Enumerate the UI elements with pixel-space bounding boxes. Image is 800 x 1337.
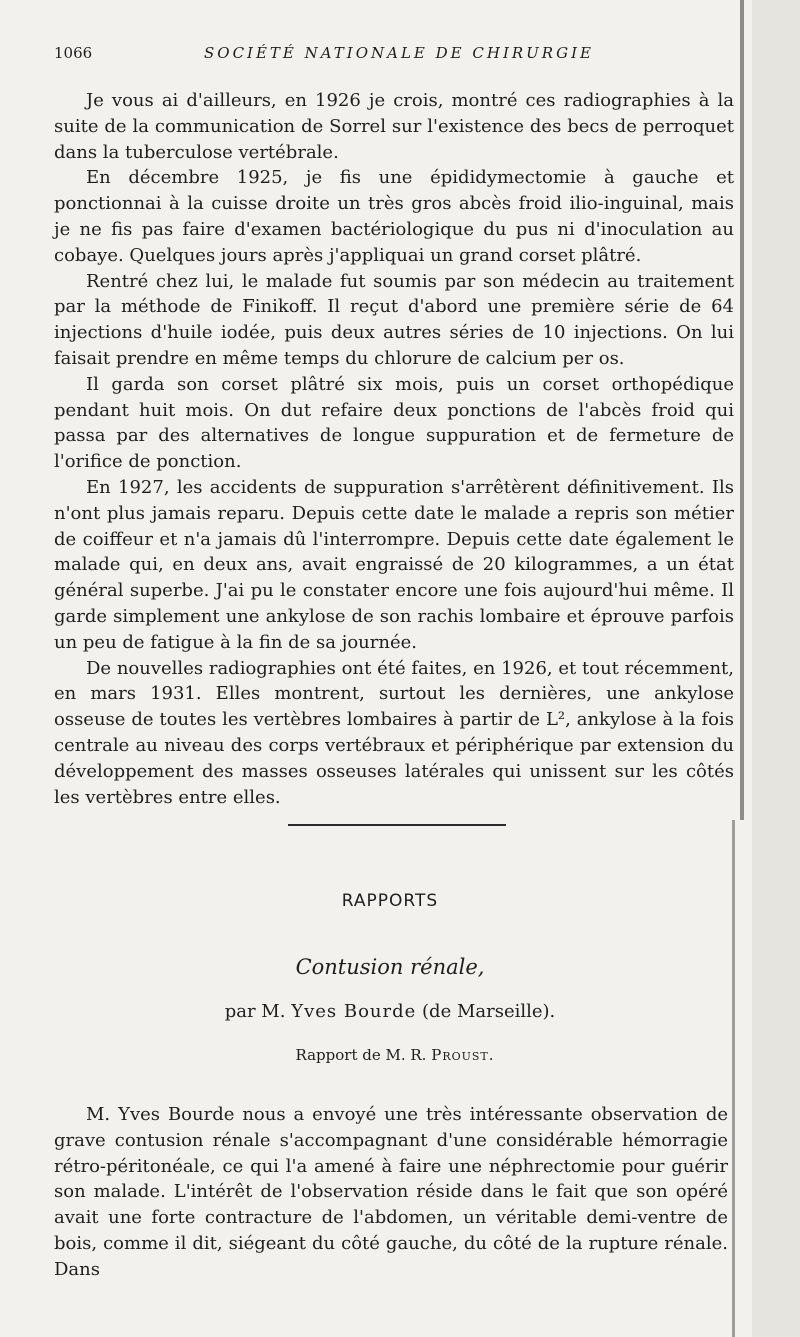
- paragraph: Rentré chez lui, le malade fut soumis par son médecin au traitement par la méthode de Finikoff. Il reçut d'abord une première série de 64 injections d'huile iodée, puis deux autres séries de 10 injections. On lui faisait prendre en même temps du chlorure de calcium per os.: [54, 270, 734, 369]
- paragraph: Je vous ai d'ailleurs, en 1926 je crois, montré ces radiographies à la suite de la communication de Sorrel sur l'existence des becs de perroquet dans la tuberculose vertébrale.: [54, 90, 734, 163]
- page-header: [54, 44, 740, 66]
- section-divider: [288, 824, 506, 826]
- paragraph: De nouvelles radiographies ont été faites, en 1926, et tout récemment, en mars 1931. Elles montrent, surtout les dernières, une ankylose osseuse de toutes les vertèbres lombaires à partir de L², ankylose à la fois centrale au niveau des corps vertébraux et périphérique par extension du développement des masses osseuses latérales qui unissent sur les côtés les vertèbres entre elles.: [54, 657, 734, 808]
- paragraph: En 1927, les accidents de suppuration s'arrêtèrent définitivement. Ils n'ont plus jamais reparu. Depuis cette date le malade a repris son métier de coiffeur et n'a jamais dû l'interrompre. Depuis cette date également le malade qui, en deux ans, avait engraissé de 20 kilogrammes, a un état général superbe. J'ai pu le constater encore une fois aujourd'hui même. Il garde simplement une ankylose de son rachis lombaire et éprouve parfois un peu de fatigue à la fin de sa journée.: [54, 476, 734, 653]
- byline-prefix: par M.: [224, 1001, 286, 1022]
- byline-suffix: (de Marseille).: [422, 1001, 556, 1022]
- report-author: Proust.: [431, 1046, 495, 1064]
- report-text: [54, 1102, 728, 1283]
- author-name: Yves Bourde: [291, 1001, 417, 1022]
- report-prefix: Rapport de M. R.: [295, 1046, 427, 1064]
- paragraph: M. Yves Bourde nous a envoyé une très intéressante observation de grave contusion rénale s'accompagnant d'une considérable hémorragie rétro-péritonéale, ce qui l'a amené à faire une néphrectomie pour guérir son malade. L'intérêt de l'observation réside dans le fait que son opéré avait une forte contracture de l'abdomen, un véritable demi-ventre de bois, comme il dit, siégeant du côté gauche, du côté de la rupture rénale. Dans: [54, 1104, 728, 1280]
- section-heading: RAPPORTS: [341, 891, 439, 911]
- byline: [0, 1001, 780, 1022]
- page-binding-edge: [740, 0, 744, 820]
- article-title: Contusion rénale,: [295, 955, 485, 979]
- previous-communication-text: [54, 88, 734, 810]
- report-line: [0, 1046, 790, 1064]
- paragraph: Il garda son corset plâtré six mois, puis un corset orthopédique pendant huit mois. On dut refaire deux ponctions de l'abcès froid qui passa par des alternatives de longue suppuration et de fermeture de l'orifice de ponction.: [54, 373, 734, 473]
- page-binding-edge-lower: [732, 820, 735, 1337]
- page-number: 1066: [54, 44, 93, 62]
- paragraph: En décembre 1925, je fis une épididymectomie à gauche et ponctionnai à la cuisse droite un très gros abcès froid ilio-inguinal, mais je ne fis pas faire d'examen bactériologique du pus ni d'inoculation au cobaye. Quelques jours après j'appliquai un grand corset plâtré.: [54, 167, 734, 266]
- running-title: SOCIÉTÉ NATIONALE DE CHIRURGIE: [204, 44, 594, 62]
